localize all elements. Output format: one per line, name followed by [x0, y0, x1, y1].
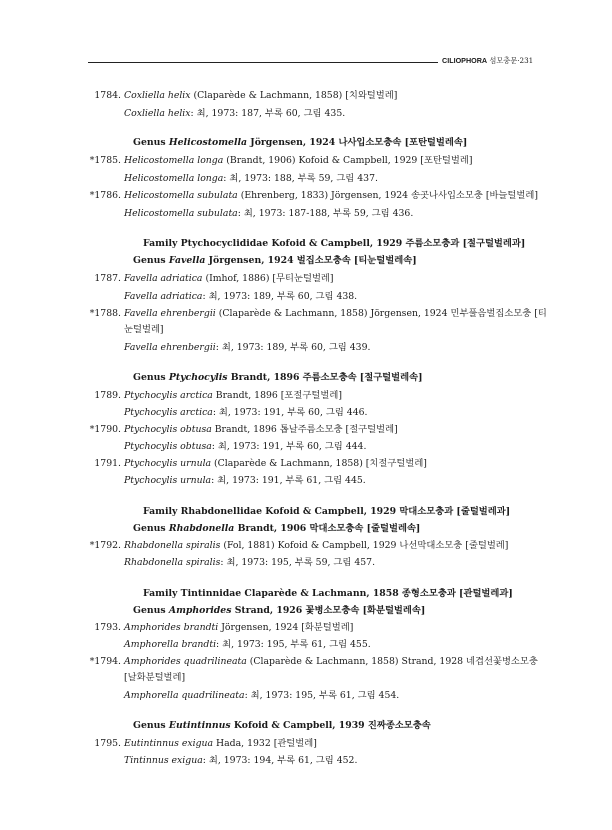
species-line: [124, 190, 538, 202]
reference-text: : 최, 1973: 195, 부록 59, 그림 457.: [220, 557, 376, 568]
reference-line: [124, 342, 370, 354]
species-authority: (Claparède & Lachmann, 1858) Jörgensen, 1924 민부풀음벌집소모충 [티: [215, 308, 547, 319]
species-authority: Brandt, 1896 톱날주름소모충 [절구털벌레]: [211, 424, 398, 435]
entry-number: 1787.: [94, 273, 121, 284]
entry-number: 1795.: [94, 738, 121, 749]
genus-prefix: Genus: [133, 255, 169, 266]
genus-prefix: Genus: [133, 137, 169, 148]
species-name: Amphorides brandti: [124, 622, 219, 633]
species-authority: Hada, 1932 [관털벌레]: [213, 738, 317, 749]
page-number: 231: [519, 56, 534, 65]
reference-line: [124, 407, 367, 419]
family-heading: Family Ptychocyclididae Kofoid & Campbell, 1929 주름소모충과 [절구털벌레과]: [143, 238, 526, 249]
running-header: CILIOPHORA 섬모충문·231: [442, 56, 534, 65]
synonym-name: Amphorella brandti: [124, 639, 217, 650]
species-line: [124, 308, 547, 320]
species-name: Helicostomella longa: [124, 155, 224, 166]
reference-line: [124, 755, 357, 767]
genus-authority: Brandt, 1896 주름소모충속 [절구털벌레속]: [227, 372, 423, 383]
genus-name: Favella: [168, 255, 206, 266]
species-authority: (Fol, 1881) Kofoid & Campbell, 1929 나선막대소모충 [줄털벌레]: [220, 540, 509, 551]
genus-name: Eutintinnus: [168, 720, 231, 731]
reference-text: : 최, 1973: 191, 부록 60, 그림 446.: [212, 407, 368, 418]
synonym-name: Amphorella quadrilineata: [124, 690, 245, 701]
reference-text: : 최, 1973: 187-188, 부록 59, 그림 436.: [237, 208, 414, 219]
genus-name: Amphorides: [168, 605, 232, 616]
reference-line: [124, 639, 371, 651]
reference-line: [124, 108, 345, 120]
synonym-name: Ptychocylis urnula: [124, 475, 212, 486]
species-name: Favella adriatica: [124, 273, 203, 284]
genus-heading: [133, 523, 420, 535]
journal-name: CILIOPHORA: [442, 56, 488, 65]
species-line: [124, 424, 398, 436]
reference-text: : 최, 1973: 195, 부록 61, 그림 455.: [216, 639, 371, 650]
species-line-continued: 눈털벌레]: [124, 324, 164, 335]
genus-authority: Jörgensen, 1924 나사입소모충속 [포탄털벌레속]: [247, 137, 468, 148]
species-line: [124, 273, 334, 285]
entry-number: 1793.: [94, 622, 121, 633]
entry-number: 1791.: [94, 458, 121, 469]
genus-name: Helicostomella: [168, 137, 248, 148]
synonym-name: Rhabdonella spiralis: [124, 557, 221, 568]
species-authority: (Claparède & Lachmann, 1858) Strand, 1928 네겹선꽃병소모충: [246, 656, 538, 667]
genus-heading: [133, 720, 431, 732]
species-name: Ptychocylis arctica: [124, 390, 213, 401]
species-authority: (Brandt, 1906) Kofoid & Campbell, 1929 [포탄털벌레]: [223, 155, 473, 166]
species-name: Helicostomella subulata: [124, 190, 238, 201]
genus-heading: [133, 605, 425, 617]
reference-line: [124, 475, 366, 487]
species-authority: (Ehrenberg, 1833) Jörgensen, 1924 송곳나사입소모충 [바늘털벌레]: [237, 190, 538, 201]
reference-text: : 최, 1973: 187, 부록 60, 그림 435.: [190, 108, 346, 119]
synonym-name: Ptychocylis arctica: [124, 407, 213, 418]
genus-authority: Strand, 1926 꽃병소모충속 [화분털벌레속]: [231, 605, 426, 616]
reference-line: [124, 557, 375, 569]
species-line: [124, 622, 353, 634]
entry-number: *1785.: [89, 155, 121, 166]
species-name: Rhabdonella spiralis: [124, 540, 221, 551]
reference-text: : 최, 1973: 191, 부록 60, 그림 444.: [211, 441, 367, 452]
synonym-name: Ptychocylis obtusa: [124, 441, 212, 452]
species-authority: (Claparède & Lachmann, 1858) [치절구털벌레]: [211, 458, 427, 469]
family-heading: Family Rhabdonellidae Kofoid & Campbell, 1929 막대소모충과 [줄털벌레과]: [143, 506, 511, 517]
reference-line: [124, 208, 413, 220]
species-line: [124, 540, 508, 552]
genus-name: Ptychocylis: [168, 372, 228, 383]
species-line-continued: [날화분털벌레]: [124, 672, 186, 683]
entry-number: 1789.: [94, 390, 121, 401]
reference-text: : 최, 1973: 189, 부록 60, 그림 439.: [215, 342, 371, 353]
reference-text: : 최, 1973: 188, 부록 59, 그림 437.: [223, 173, 378, 184]
header-rule: [88, 62, 438, 63]
genus-heading: [133, 372, 423, 384]
genus-authority: Brandt, 1906 막대소모충속 [줄털벌레속]: [234, 523, 421, 534]
reference-line: [124, 291, 357, 303]
species-line: [124, 155, 472, 167]
reference-text: : 최, 1973: 191, 부록 61, 그림 445.: [211, 475, 366, 486]
entry-number: 1784.: [94, 90, 121, 101]
genus-authority: Kofoid & Campbell, 1939 진짜종소모충속: [230, 720, 431, 731]
entry-number: *1794.: [89, 656, 121, 667]
reference-text: : 최, 1973: 189, 부록 60, 그림 438.: [202, 291, 358, 302]
species-authority: (Claparède & Lachmann, 1858) [치와털벌레]: [190, 90, 398, 101]
entry-number: *1790.: [89, 424, 121, 435]
reference-line: [124, 441, 366, 453]
reference-text: : 최, 1973: 194, 부록 61, 그림 452.: [202, 755, 358, 766]
entry-number: *1786.: [89, 190, 121, 201]
genus-name: Rhabdonella: [168, 523, 235, 534]
reference-text: : 최, 1973: 195, 부록 61, 그림 454.: [244, 690, 400, 701]
journal-title-ko: 섬모충문: [489, 56, 518, 65]
species-authority: (Imhof, 1886) [무티눈털벌레]: [202, 273, 334, 284]
family-heading: Family Tintinnidae Claparède & Lachmann, 1858 종형소모충과 [관털벌레과]: [143, 588, 513, 599]
species-line: [124, 656, 538, 668]
genus-heading: [133, 255, 417, 267]
synonym-name: Helicostomella longa: [124, 173, 224, 184]
species-name: Ptychocylis obtusa: [124, 424, 212, 435]
species-line: [124, 90, 397, 102]
genus-prefix: Genus: [133, 720, 169, 731]
genus-prefix: Genus: [133, 605, 169, 616]
synonym-name: Helicostomella subulata: [124, 208, 238, 219]
species-line: [124, 390, 342, 402]
species-authority: Brandt, 1896 [포절구털벌레]: [212, 390, 342, 401]
species-name: Ptychocylis urnula: [124, 458, 212, 469]
genus-authority: Jörgensen, 1924 벌집소모충속 [티눈털벌레속]: [205, 255, 417, 266]
synonym-name: Favella ehrenbergii: [124, 342, 216, 353]
genus-prefix: Genus: [133, 523, 169, 534]
entry-number: *1792.: [89, 540, 121, 551]
synonym-name: Favella adriatica: [124, 291, 203, 302]
reference-line: [124, 690, 399, 702]
species-line: [124, 738, 317, 750]
reference-line: [124, 173, 378, 185]
species-authority: Jörgensen, 1924 [화분털벌레]: [218, 622, 354, 633]
species-name: Amphorides quadrilineata: [124, 656, 247, 667]
species-name: Favella ehrenbergii: [124, 308, 216, 319]
synonym-name: Tintinnus exigua: [124, 755, 203, 766]
entry-number: *1788.: [89, 308, 121, 319]
species-line: [124, 458, 427, 470]
genus-heading: [133, 137, 467, 149]
species-name: Eutintinnus exigua: [124, 738, 214, 749]
species-name: Coxliella helix: [124, 90, 191, 101]
synonym-name: Coxliella helix: [124, 108, 191, 119]
genus-prefix: Genus: [133, 372, 169, 383]
